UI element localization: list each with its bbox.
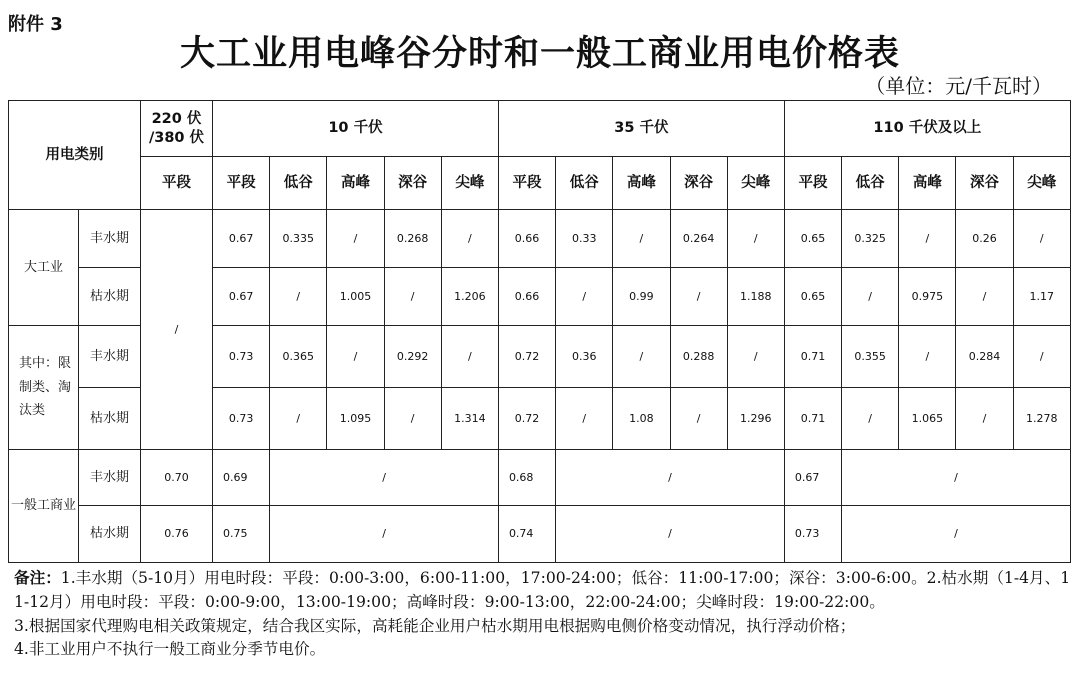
slash-cell: / — [556, 506, 785, 563]
price-cell: / — [327, 210, 384, 268]
voltage-110kv: 110 千伏及以上 — [784, 101, 1070, 157]
period-header: 平段 — [141, 157, 213, 210]
attachment-label: 附件 3 — [8, 14, 63, 35]
price-cell: 0.73 — [784, 506, 841, 563]
price-cell: 0.68 — [498, 450, 555, 506]
price-cell: 0.288 — [670, 326, 727, 388]
price-cell: 0.67 — [213, 268, 270, 326]
season-wet: 丰水期 — [79, 450, 141, 506]
price-cell: 0.36 — [556, 326, 613, 388]
price-cell: / — [441, 210, 498, 268]
period-header: 高峰 — [899, 157, 956, 210]
price-cell: / — [327, 326, 384, 388]
period-header: 平段 — [498, 157, 555, 210]
period-header: 深谷 — [670, 157, 727, 210]
price-cell: 0.264 — [670, 210, 727, 268]
price-cell: 0.335 — [270, 210, 327, 268]
notes-label: 备注： — [14, 568, 61, 587]
note-3: 3.根据国家代理购电相关政策规定，结合我区实际，高耗能企业用户枯水期用电根据购电侧价格变动情况，执行浮动价格； — [14, 616, 856, 635]
v220-slash: / — [141, 210, 213, 450]
category-header: 用电类别 — [9, 101, 141, 210]
price-cell: / — [613, 326, 670, 388]
price-cell: 0.365 — [270, 326, 327, 388]
price-cell: / — [270, 388, 327, 450]
price-cell: 0.75 — [213, 506, 270, 563]
period-header: 尖峰 — [727, 157, 784, 210]
price-cell: / — [556, 388, 613, 450]
season-wet: 丰水期 — [79, 326, 141, 388]
group-restricted: 其中：限制类、淘汰类 — [9, 326, 79, 450]
price-cell: 1.095 — [327, 388, 384, 450]
price-cell: / — [556, 268, 613, 326]
period-header: 平段 — [213, 157, 270, 210]
period-header: 高峰 — [613, 157, 670, 210]
price-cell: 0.76 — [141, 506, 213, 563]
price-cell: / — [384, 388, 441, 450]
period-header: 低谷 — [270, 157, 327, 210]
voltage-header-row — [9, 101, 1071, 157]
period-header: 深谷 — [384, 157, 441, 210]
price-cell: 1.314 — [441, 388, 498, 450]
price-cell: / — [270, 268, 327, 326]
note-4: 4.非工业用户不执行一般工商业分季节电价。 — [14, 640, 326, 659]
note-1 — [14, 566, 1072, 615]
price-cell: 1.08 — [613, 388, 670, 450]
price-cell: 0.72 — [498, 326, 555, 388]
price-cell: 0.67 — [213, 210, 270, 268]
price-cell: / — [842, 388, 899, 450]
price-cell: / — [441, 326, 498, 388]
period-header: 低谷 — [842, 157, 899, 210]
notes — [14, 566, 1072, 662]
price-cell: 0.284 — [956, 326, 1013, 388]
period-header: 低谷 — [556, 157, 613, 210]
season-dry: 枯水期 — [79, 506, 141, 563]
season-wet: 丰水期 — [79, 210, 141, 268]
price-cell: 0.292 — [384, 326, 441, 388]
price-cell: 1.296 — [727, 388, 784, 450]
period-header: 平段 — [784, 157, 841, 210]
season-dry: 枯水期 — [79, 388, 141, 450]
note-1-text: 1.丰水期（5-10月）用电时段：平段：0:00-3:00，6:00-11:00，17:00-24:00；低谷：11:00-17:00；深谷：3:00-6:00。2.枯水期（1-4月、11-12月）用电时段：平段：0:00-9:00，13:00-19:00；高峰时段：9:00-13:00，22:00-24:00；尖峰时段：19:00-22:00。 — [14, 569, 1071, 611]
price-cell: / — [613, 210, 670, 268]
season-dry: 枯水期 — [79, 268, 141, 326]
price-cell: / — [956, 388, 1013, 450]
price-cell: 0.70 — [141, 450, 213, 506]
price-cell: 0.67 — [784, 450, 841, 506]
price-cell: / — [727, 326, 784, 388]
price-cell: 0.99 — [613, 268, 670, 326]
price-cell: / — [899, 326, 956, 388]
price-cell: 0.975 — [899, 268, 956, 326]
price-cell: / — [384, 268, 441, 326]
price-cell: / — [842, 268, 899, 326]
slash-cell: / — [842, 506, 1071, 563]
price-cell: / — [899, 210, 956, 268]
price-cell: 0.72 — [498, 388, 555, 450]
price-cell: 0.73 — [213, 388, 270, 450]
table-row — [9, 506, 1071, 563]
price-cell: 0.268 — [384, 210, 441, 268]
price-cell: 0.355 — [842, 326, 899, 388]
price-cell: 0.65 — [784, 210, 841, 268]
period-header: 尖峰 — [1013, 157, 1070, 210]
price-cell: 0.71 — [784, 326, 841, 388]
price-cell: 1.278 — [1013, 388, 1070, 450]
price-cell: / — [670, 268, 727, 326]
slash-cell: / — [556, 450, 785, 506]
price-cell: 0.65 — [784, 268, 841, 326]
period-header: 尖峰 — [441, 157, 498, 210]
slash-cell: / — [270, 506, 499, 563]
price-cell: 1.188 — [727, 268, 784, 326]
price-cell: 0.26 — [956, 210, 1013, 268]
price-cell: 1.005 — [327, 268, 384, 326]
period-header: 深谷 — [956, 157, 1013, 210]
price-cell: / — [727, 210, 784, 268]
price-cell: 0.73 — [213, 326, 270, 388]
price-cell: 0.69 — [213, 450, 270, 506]
page-title: 大工业用电峰谷分时和一般工商业用电价格表 — [179, 33, 900, 74]
price-cell: / — [1013, 326, 1070, 388]
table-row — [9, 450, 1071, 506]
group-commercial: 一般工商业 — [9, 450, 79, 563]
period-header-row — [9, 157, 1071, 210]
price-cell: 1.206 — [441, 268, 498, 326]
slash-cell: / — [270, 450, 499, 506]
price-cell: / — [670, 388, 727, 450]
price-cell: / — [956, 268, 1013, 326]
price-cell: 0.66 — [498, 210, 555, 268]
price-cell: / — [1013, 210, 1070, 268]
group-industrial: 大工业 — [9, 210, 79, 326]
slash-cell: / — [842, 450, 1071, 506]
voltage-10kv: 10 千伏 — [213, 101, 499, 157]
price-cell: 0.33 — [556, 210, 613, 268]
price-cell: 1.17 — [1013, 268, 1070, 326]
price-cell: 1.065 — [899, 388, 956, 450]
price-cell: 0.66 — [498, 268, 555, 326]
period-header: 高峰 — [327, 157, 384, 210]
price-cell: 0.71 — [784, 388, 841, 450]
table-row — [9, 210, 1071, 268]
voltage-35kv: 35 千伏 — [498, 101, 784, 157]
price-cell: 0.325 — [842, 210, 899, 268]
price-table — [8, 100, 1071, 563]
unit-label: （单位：元/千瓦时） — [865, 74, 1052, 98]
voltage-220: 220 伏 /380 伏 — [141, 101, 213, 157]
price-cell: 0.74 — [498, 506, 555, 563]
